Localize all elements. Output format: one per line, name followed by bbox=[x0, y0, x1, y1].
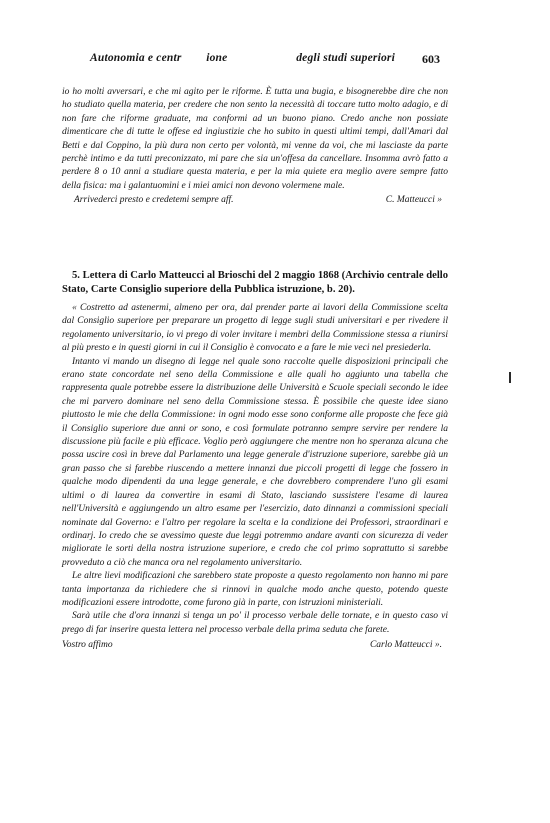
document-heading bbox=[62, 269, 448, 296]
margin-mark bbox=[509, 372, 511, 383]
body-paragraph-3: Le altre lievi modificazioni che sarebbero state proposte a questo regolamento non hanno mi pare tanta importanza da richiedere che si rinnovi in qualche modo anche questo, potendo queste modificazioni essere introdotte, come furono già in parte, con istruzioni ministeriali. bbox=[62, 571, 448, 608]
document-title: Lettera di Carlo Matteucci al Brioschi del 2 maggio 1868 (Archivio centrale dello Stato, Carte Consiglio superiore della Pubblica istruzione, b. 20). bbox=[62, 270, 448, 295]
running-title-left: Autonomia e centr ione bbox=[90, 52, 228, 64]
document-signature: Carlo Matteucci ». bbox=[369, 640, 442, 651]
previous-letter-signoff bbox=[62, 194, 448, 208]
previous-letter-signature: C. Matteucci » bbox=[385, 195, 442, 206]
body-paragraph-2: Intanto vi mando un disegno di legge nel quale sono raccolte quelle disposizioni principali che erano state concordate nel seno della Commissione e alle quali ho aggiunto una tabella che rappresenta quale potrebbe essere la distribuzione delle Università e Scuole speciali secondo le idee che mi parvero dominare nel seno della Commissione stessa. È possibile che queste idee siano piuttosto le mie che della Commissione: in ogni modo esse sono conforme alle proposte che fece già il Consiglio superiore due anni or sono, e così formulate potranno sempre servire per rendere la discussione più facile e più efficace. Voglio però aggiungere che mentre non ho speranza alcuna che possa uscire così in breve dal Parlamento una legge generale d'istruzione superiore, sarebbe già un gran passo che si farebbe riuscendo a mettere innanzi due piccoli progetti di legge che fossero in qualche modo dipendenti da una legge generale, e che dovrebbero comprendere l'uno gli esami ultimi o di laurea da convertire in esami di Stato, lasciando sussistere l'esame di laurea nell'Università e aggiungendo un altro esame per l'esercizio, dato dinnanzi a commissioni speciali nominate dal Governo: e l'altro per regolare la scelta e la condizione dei Professori, straordinari e ordinarj. Io credo che se avessimo queste due leggi potremmo andare avanti con sicurezza di veder migliorate le sorti della nostra istruzione superiore, e credo che col primo soprattutto si sarebbe provveduto a ciò che manca ora nel regolamento universitario. bbox=[62, 356, 448, 568]
previous-letter-closing: Arrivederci presto e credetemi sempre aff. bbox=[74, 195, 234, 206]
previous-letter bbox=[62, 86, 448, 208]
body-paragraph-1: « Costretto ad astenermi, almeno per ora, dal prender parte ai lavori della Commissione scelta dal Consiglio superiore per preparare un progetto di legge sugli studi universitari e per rivedere il regolamento universitario, io vi prego di voler invitare i membri della Commissione stessa a riunirsi al più presto e in questi giorni in cui il Consiglio è convocato e a fare le mie veci nel presiederla. bbox=[62, 303, 448, 354]
previous-letter-paragraph: io ho molti avversari, e che mi agito per le riforme. È tutta una bugia, e bisognerebbe dire che non ho studiato quella materia, per credere che non sento la necessità di toccare tutto molto adagio, e di non fare che riforme graduate, ma conformi ad un buono piano. Credo anche non possiate dimenticare che di tutte le offese ed ingiustizie che ho subito in questi ultimi tempi, dall'Amari dal Betti e dal Coppino, la più dura non certo per volontà, mi venne da voi, che mi lasciaste da parte perchè intimo e da tutti preconizzato, mi pare che sia un'offesa da cancellare. Insomma avrò fatto a perdere 8 o 10 anni a studiare questa materia, e per la mia quiete era meglio avere sempre fatto della fisica: ma i galantuomini e i miei amici non devono volermene male. bbox=[62, 87, 448, 191]
body-paragraph-4: Sarà utile che d'ora innanzi si tenga un po' il processo verbale delle tornate, e in questo caso vi prego di far inserire questa lettera nel processo verbale della prima seduta che farete. bbox=[62, 611, 448, 635]
document-closing: Vostro affimo bbox=[62, 640, 113, 651]
document-number: 5. bbox=[72, 270, 80, 281]
page-number: 603 bbox=[422, 52, 440, 66]
running-title-right: degli studi superiori bbox=[296, 52, 395, 64]
document-body bbox=[62, 302, 448, 653]
document-signoff bbox=[62, 639, 448, 653]
running-head bbox=[62, 52, 447, 70]
